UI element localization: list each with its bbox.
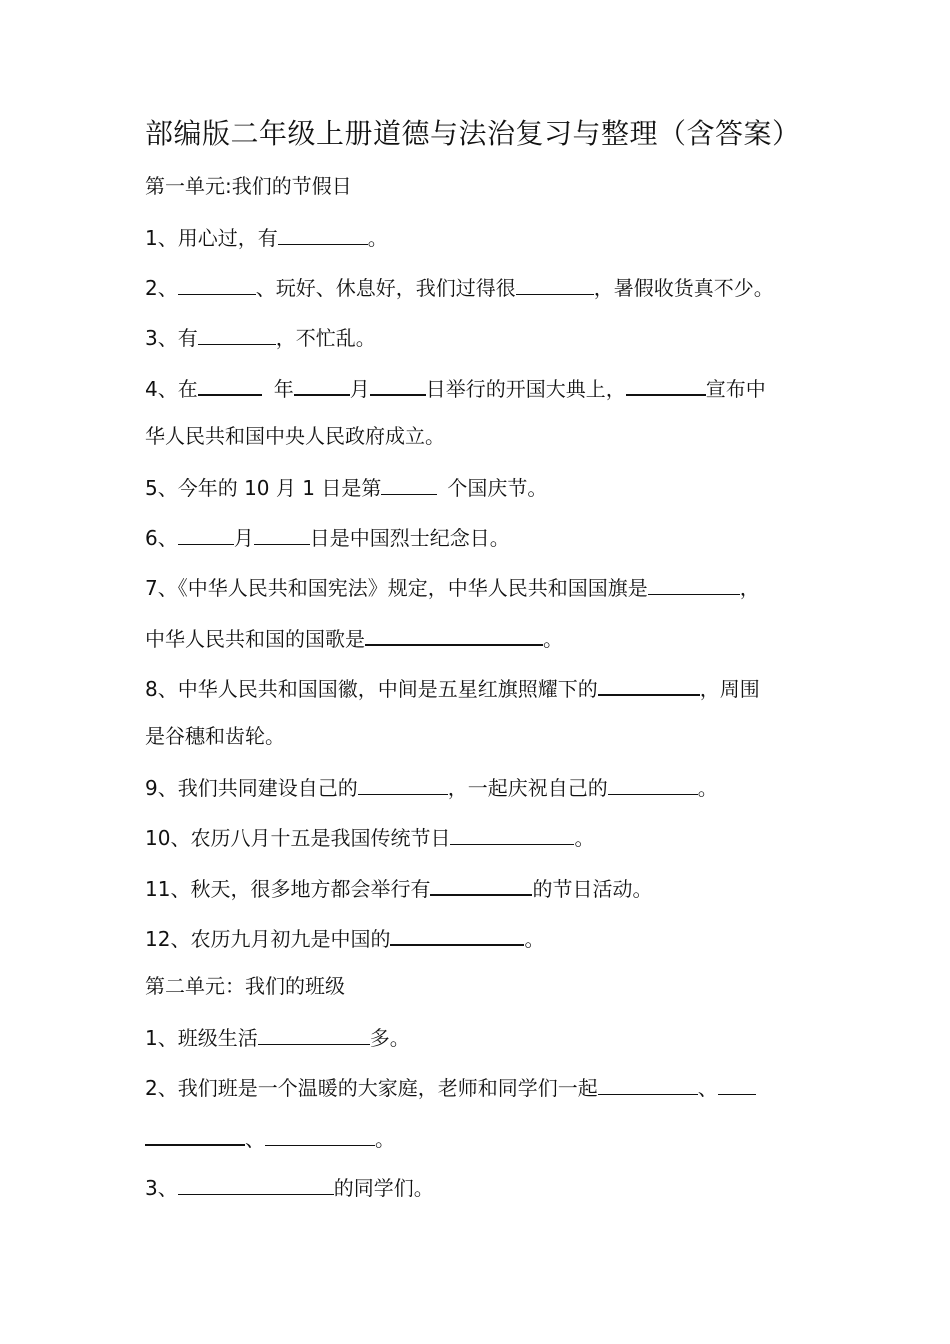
answer-blank[interactable] xyxy=(626,372,706,396)
answer-blank[interactable] xyxy=(258,1022,370,1045)
question-1-12: 12、农历九月初九是中国的 。 xyxy=(145,922,544,953)
question-1-11: 11、秋天，很多地方都会举行有 的节日活动。 xyxy=(145,872,652,903)
answer-blank[interactable] xyxy=(178,1172,334,1195)
question-1-9: 9、我们共同建设自己的 ，一起庆祝自己的 。 xyxy=(145,772,718,802)
answer-blank[interactable] xyxy=(178,272,256,295)
answer-blank[interactable] xyxy=(294,372,350,396)
question-1-4-cont: 华人民共和国中央人民政府成立。 xyxy=(145,424,445,448)
question-1-4: 4、在 年 月 日举行的开国大典上， 宣布中 xyxy=(145,372,766,403)
answer-blank[interactable] xyxy=(718,1072,756,1095)
answer-blank[interactable] xyxy=(254,522,310,545)
unit1-heading: 第一单元:我们的节假日 xyxy=(145,174,352,198)
answer-blank[interactable] xyxy=(145,1122,245,1146)
question-2-2: 2、我们班是一个温暖的大家庭，老师和同学们一起 、 xyxy=(145,1072,756,1102)
question-1-8: 8、中华人民共和国国徽，中间是五星红旗照耀下的 ，周围 xyxy=(145,672,760,703)
answer-blank[interactable] xyxy=(598,1072,698,1095)
answer-blank[interactable] xyxy=(390,922,524,946)
answer-blank[interactable] xyxy=(265,1123,375,1146)
answer-blank[interactable] xyxy=(430,872,532,896)
question-2-1: 1、班级生活 多。 xyxy=(145,1022,410,1052)
question-1-6: 6、 月 日是中国烈士纪念日。 xyxy=(145,522,510,552)
question-2-2-cont: 、 。 xyxy=(145,1122,395,1153)
answer-blank[interactable] xyxy=(370,372,426,396)
answer-blank[interactable] xyxy=(278,222,368,245)
question-1-5: 5、今年的 10 月 1 日是第 个国庆节。 xyxy=(145,472,547,502)
answer-blank[interactable] xyxy=(516,272,594,295)
answer-blank[interactable] xyxy=(178,522,234,545)
unit2-heading: 第二单元：我们的班级 xyxy=(145,974,345,998)
answer-blank[interactable] xyxy=(450,822,574,845)
answer-blank[interactable] xyxy=(648,572,740,595)
question-1-10: 10、农历八月十五是我国传统节日 。 xyxy=(145,822,594,852)
answer-blank[interactable] xyxy=(381,472,437,495)
question-1-7-cont: 中华人民共和国的国歌是 。 xyxy=(145,622,563,653)
question-1-7: 7、《中华人民共和国宪法》规定，中华人民共和国国旗是 ， xyxy=(145,572,760,602)
answer-blank[interactable] xyxy=(598,672,700,696)
question-1-8-cont: 是谷穗和齿轮。 xyxy=(145,724,285,748)
question-1-1: 1、用心过，有 。 xyxy=(145,222,388,252)
question-2-3: 3、 的同学们。 xyxy=(145,1172,434,1202)
answer-blank[interactable] xyxy=(198,322,276,345)
answer-blank[interactable] xyxy=(608,772,698,795)
answer-blank[interactable] xyxy=(198,372,262,396)
answer-blank[interactable] xyxy=(365,622,543,646)
question-1-2: 2、 、玩好、休息好，我们过得很 ，暑假收货真不少。 xyxy=(145,272,774,302)
answer-blank[interactable] xyxy=(358,772,448,795)
question-1-3: 3、有 ，不忙乱。 xyxy=(145,322,376,352)
document-title: 部编版二年级上册道德与法治复习与整理（含答案） xyxy=(145,117,801,150)
